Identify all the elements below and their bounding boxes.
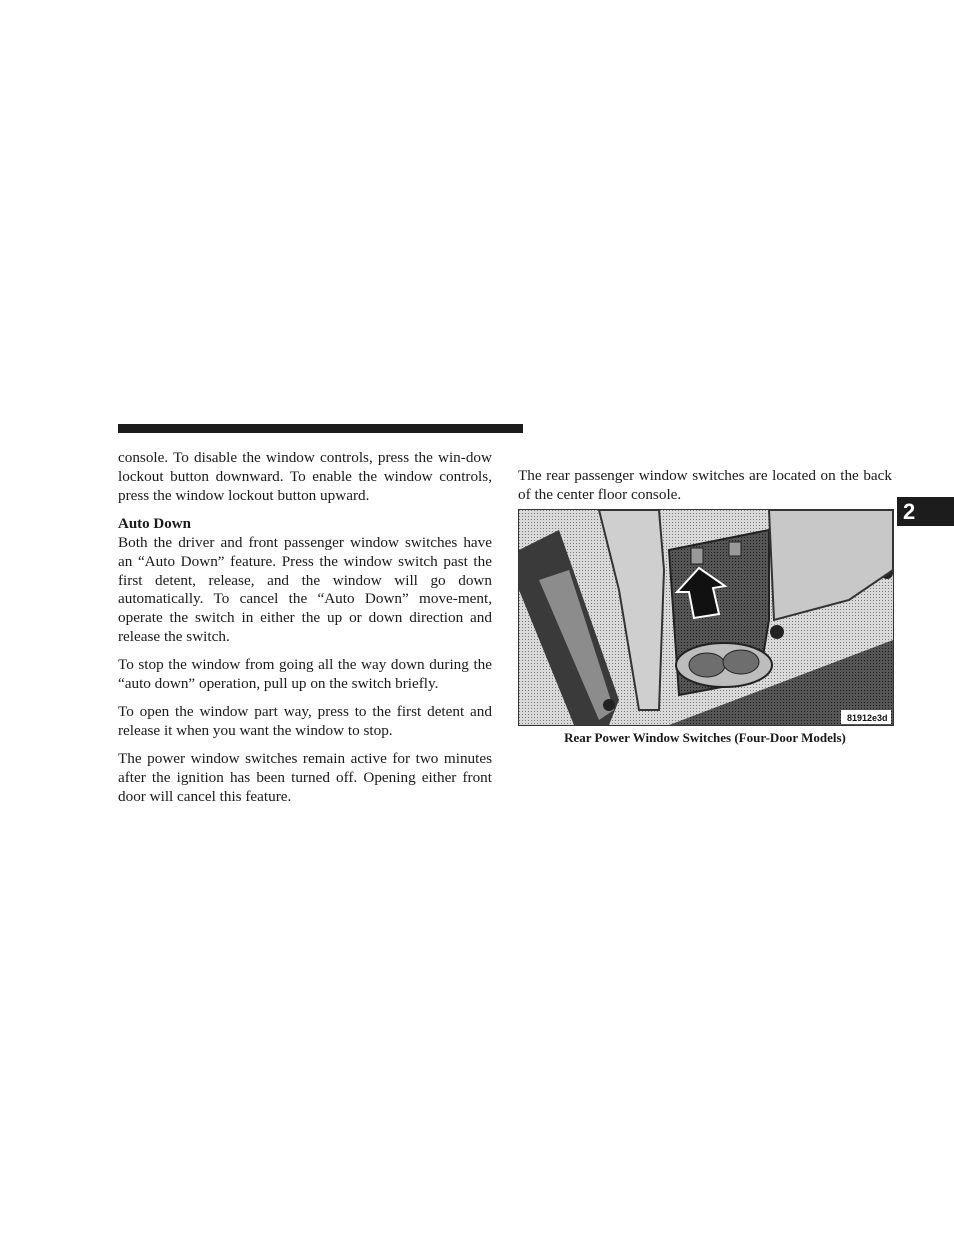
- rear-console-illustration: [518, 509, 894, 726]
- right-column: [518, 467, 892, 514]
- left-paragraph-3: To stop the window from going all the way down during the “auto down” operation, pull up on the switch briefly.: [118, 656, 492, 693]
- figure-code: 81912e3d: [847, 713, 888, 723]
- left-paragraph-1: console. To disable the window controls, press the win-dow lockout button downward. To enable the window controls, press the window lockout button upward.: [118, 449, 492, 504]
- left-paragraph-5: The power window switches remain active for two minutes after the ignition has been turned off. Opening either front door will cancel this feature.: [118, 749, 492, 805]
- right-paragraph-1: The rear passenger window switches are located on the back of the center floor console.: [518, 467, 892, 503]
- chapter-tab: [897, 497, 954, 526]
- left-column: [118, 449, 492, 816]
- chapter-number: 2: [903, 499, 916, 524]
- auto-down-heading: Auto Down: [118, 515, 191, 532]
- section-divider-bar: [118, 424, 523, 433]
- left-paragraph-2: Both the driver and front passenger window switches have an “Auto Down” feature. Press the window switch past the first detent, release, and the window will go down automatically. To cancel the “Auto Down” move-ment, operate the switch in either the up or down direction and release the switch.: [118, 533, 492, 646]
- window-switch-right: [729, 542, 741, 556]
- figure-caption: Rear Power Window Switches (Four-Door Models): [564, 730, 846, 745]
- window-switch-left: [691, 548, 703, 564]
- left-paragraph-4: To open the window part way, press to the first detent and release it when you want the window to stop.: [118, 702, 492, 739]
